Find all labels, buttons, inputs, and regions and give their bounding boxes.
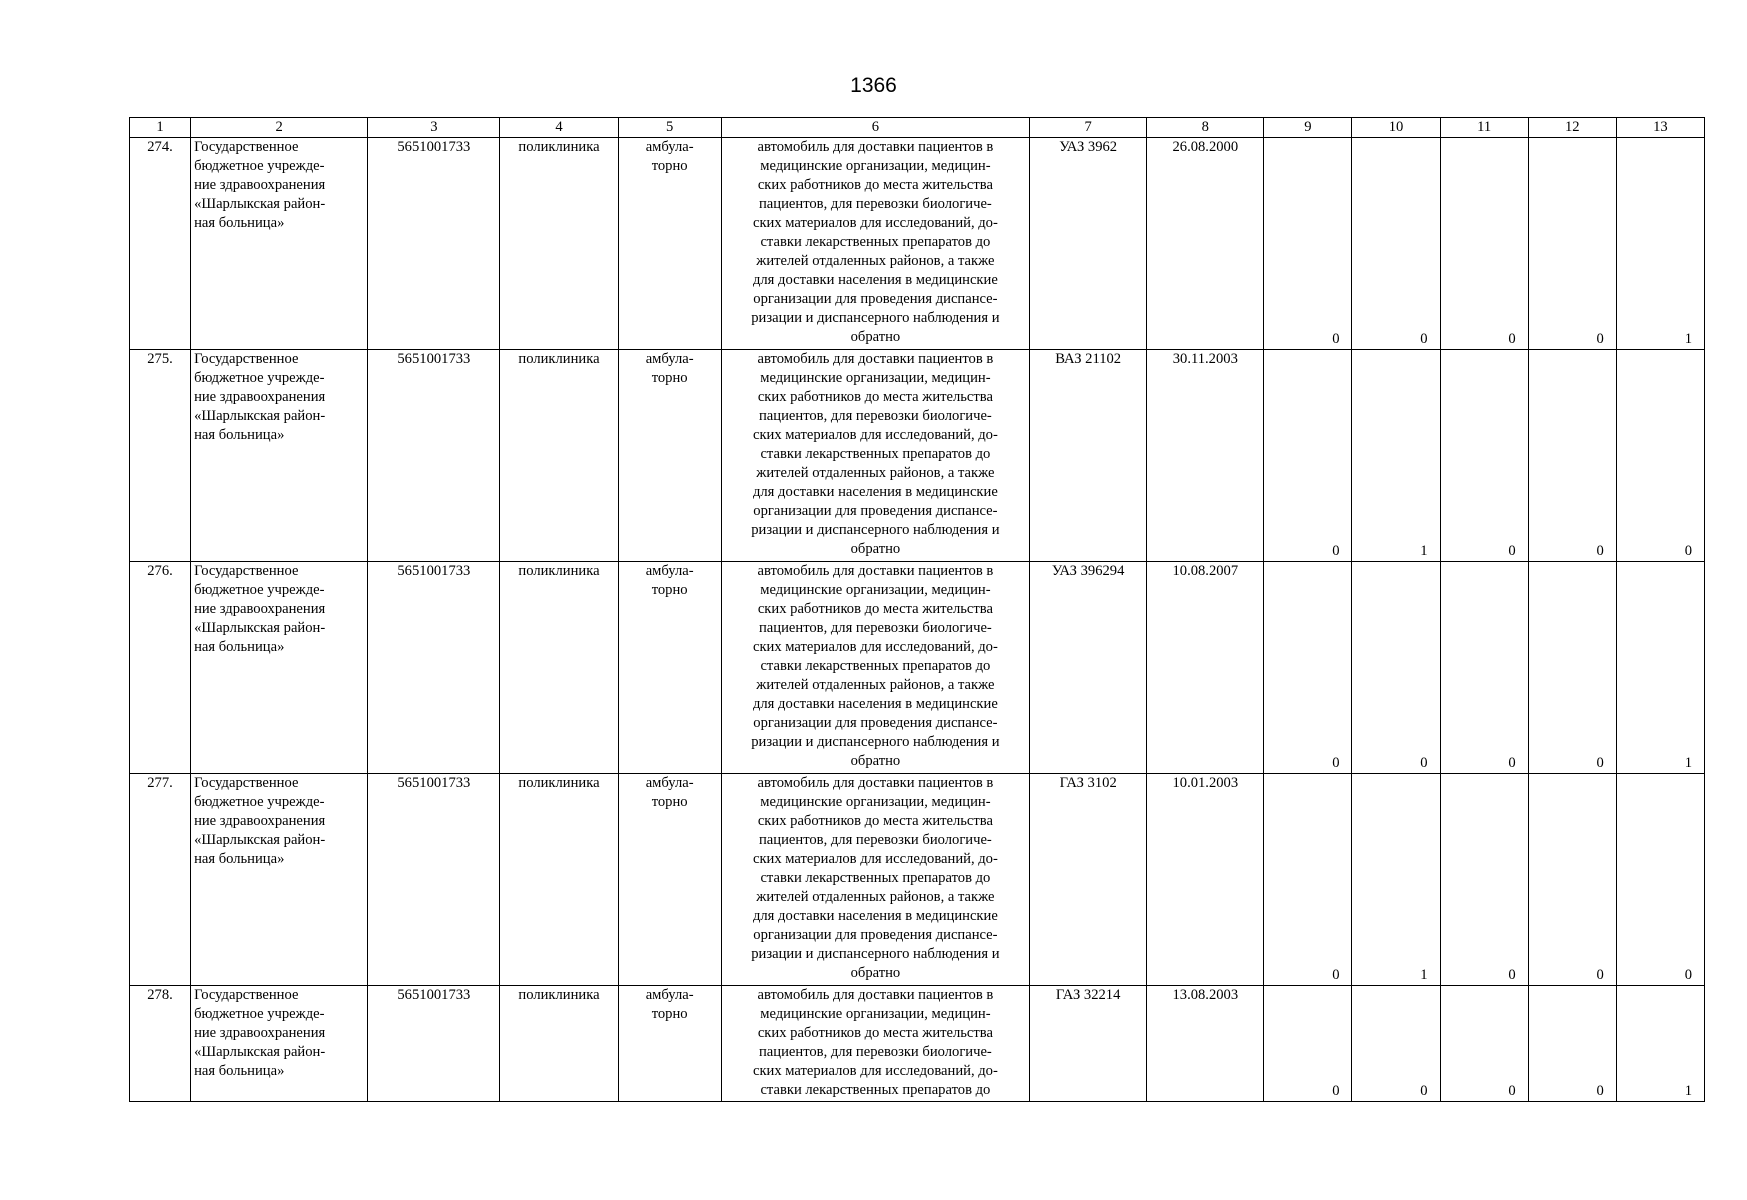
purpose-line: автомобиль для доставки пациентов в	[757, 987, 994, 1003]
date-cell: 26.08.2000	[1147, 138, 1264, 350]
value-cell: 0	[1352, 562, 1440, 774]
column-header: 11	[1440, 118, 1528, 138]
organization-line: бюджетное учрежде-	[194, 370, 325, 386]
value-cell: 0	[1440, 350, 1528, 562]
value-cell: 0	[1352, 138, 1440, 350]
value-cell: 0	[1264, 562, 1352, 774]
column-header: 7	[1030, 118, 1147, 138]
organization-cell	[191, 774, 368, 986]
organization-line: бюджетное учрежде-	[194, 158, 325, 174]
value-cell: 0	[1528, 138, 1616, 350]
purpose-line: ских работников до места жительства	[757, 813, 993, 829]
organization-line: ние здравоохранения	[194, 813, 326, 829]
purpose-line: ставки лекарственных препаратов до	[760, 658, 991, 674]
vehicle-model-cell: ГАЗ 3102	[1030, 774, 1147, 986]
page-number: 1366	[850, 74, 897, 97]
value-cell: 1	[1616, 562, 1704, 774]
value-cell: 1	[1352, 774, 1440, 986]
value-cell: 0	[1528, 986, 1616, 1102]
purpose-line: медицинские организации, медицин-	[760, 582, 991, 598]
care-mode-line: амбула-	[645, 987, 694, 1003]
organization-line: Государственное	[194, 775, 299, 791]
value-cell: 0	[1616, 350, 1704, 562]
organization-line: «Шарлыкская район-	[194, 620, 326, 636]
care-mode-cell	[618, 986, 721, 1102]
care-mode-line: торно	[651, 1006, 688, 1022]
care-mode-cell	[618, 774, 721, 986]
date-cell: 30.11.2003	[1147, 350, 1264, 562]
organization-line: Государственное	[194, 563, 299, 579]
value-cell: 1	[1352, 350, 1440, 562]
value-cell: 1	[1616, 986, 1704, 1102]
organization-line: «Шарлыкская район-	[194, 1044, 326, 1060]
vehicle-register-table	[129, 117, 1705, 1102]
purpose-cell	[721, 562, 1029, 774]
column-header: 3	[368, 118, 500, 138]
organization-cell	[191, 562, 368, 774]
value-cell: 0	[1440, 986, 1528, 1102]
purpose-line: ризации и диспансерного наблюдения и	[751, 522, 1000, 538]
column-header: 9	[1264, 118, 1352, 138]
purpose-line: автомобиль для доставки пациентов в	[757, 775, 994, 791]
care-mode-cell	[618, 350, 721, 562]
purpose-line: ставки лекарственных препаратов до	[760, 234, 991, 250]
column-number-row	[130, 118, 1705, 138]
purpose-line: ских работников до места жительства	[757, 177, 993, 193]
table-row	[130, 774, 1705, 986]
purpose-line: обратно	[850, 965, 901, 981]
organization-line: «Шарлыкская район-	[194, 196, 326, 212]
organization-cell	[191, 986, 368, 1102]
date-cell: 13.08.2003	[1147, 986, 1264, 1102]
date-cell: 10.01.2003	[1147, 774, 1264, 986]
purpose-cell	[721, 774, 1029, 986]
care-mode-line: амбула-	[645, 563, 694, 579]
organization-line: ние здравоохранения	[194, 1025, 326, 1041]
purpose-line: обратно	[850, 541, 901, 557]
value-cell: 0	[1616, 774, 1704, 986]
inn-cell: 5651001733	[368, 774, 500, 986]
inn-cell: 5651001733	[368, 350, 500, 562]
purpose-line: пациентов, для перевозки биологиче-	[759, 620, 992, 636]
value-cell: 0	[1440, 774, 1528, 986]
care-mode-line: амбула-	[645, 351, 694, 367]
row-number-cell: 275.	[130, 350, 191, 562]
organization-line: ние здравоохранения	[194, 389, 326, 405]
purpose-line: автомобиль для доставки пациентов в	[757, 563, 994, 579]
column-header: 10	[1352, 118, 1440, 138]
column-header: 5	[618, 118, 721, 138]
purpose-line: жителей отдаленных районов, а также	[756, 889, 995, 905]
purpose-line: автомобиль для доставки пациентов в	[757, 351, 994, 367]
row-number-cell: 277.	[130, 774, 191, 986]
purpose-line: для доставки населения в медицинские	[752, 272, 998, 288]
organization-line: Государственное	[194, 987, 299, 1003]
purpose-line: жителей отдаленных районов, а также	[756, 253, 995, 269]
organization-line: ная больница»	[194, 851, 285, 867]
purpose-line: для доставки населения в медицинские	[752, 908, 998, 924]
facility-cell: поликлиника	[500, 774, 618, 986]
care-mode-line: торно	[651, 794, 688, 810]
purpose-line: ских материалов для исследований, до-	[752, 851, 998, 867]
facility-cell: поликлиника	[500, 350, 618, 562]
column-header: 6	[721, 118, 1029, 138]
purpose-line: жителей отдаленных районов, а также	[756, 465, 995, 481]
purpose-line: обратно	[850, 753, 901, 769]
purpose-line: ризации и диспансерного наблюдения и	[751, 734, 1000, 750]
date-cell: 10.08.2007	[1147, 562, 1264, 774]
row-number-cell: 274.	[130, 138, 191, 350]
value-cell: 0	[1528, 562, 1616, 774]
facility-cell: поликлиника	[500, 986, 618, 1102]
value-cell: 0	[1264, 986, 1352, 1102]
inn-cell: 5651001733	[368, 562, 500, 774]
facility-cell: поликлиника	[500, 138, 618, 350]
purpose-line: ставки лекарственных препаратов до	[760, 1082, 991, 1098]
purpose-line: организации для проведения диспансе-	[753, 291, 998, 307]
organization-line: ная больница»	[194, 427, 285, 443]
column-header: 2	[191, 118, 368, 138]
table-row	[130, 562, 1705, 774]
organization-line: бюджетное учрежде-	[194, 794, 325, 810]
column-header: 1	[130, 118, 191, 138]
value-cell: 0	[1440, 138, 1528, 350]
purpose-line: ставки лекарственных препаратов до	[760, 446, 991, 462]
purpose-cell	[721, 138, 1029, 350]
purpose-line: ских материалов для исследований, до-	[752, 639, 998, 655]
organization-line: бюджетное учрежде-	[194, 1006, 325, 1022]
row-number-cell: 278.	[130, 986, 191, 1102]
purpose-line: автомобиль для доставки пациентов в	[757, 139, 994, 155]
purpose-line: пациентов, для перевозки биологиче-	[759, 832, 992, 848]
vehicle-model-cell: УАЗ 396294	[1030, 562, 1147, 774]
purpose-line: ских работников до места жительства	[757, 389, 993, 405]
care-mode-cell	[618, 138, 721, 350]
organization-line: «Шарлыкская район-	[194, 408, 326, 424]
inn-cell: 5651001733	[368, 986, 500, 1102]
value-cell: 0	[1264, 138, 1352, 350]
purpose-line: ставки лекарственных препаратов до	[760, 870, 991, 886]
purpose-line: организации для проведения диспансе-	[753, 503, 998, 519]
table-row	[130, 350, 1705, 562]
table-row	[130, 986, 1705, 1102]
care-mode-line: торно	[651, 158, 688, 174]
value-cell: 0	[1264, 350, 1352, 562]
organization-cell	[191, 138, 368, 350]
purpose-line: организации для проведения диспансе-	[753, 927, 998, 943]
purpose-line: организации для проведения диспансе-	[753, 715, 998, 731]
organization-line: Государственное	[194, 351, 299, 367]
organization-line: ние здравоохранения	[194, 177, 326, 193]
purpose-line: для доставки населения в медицинские	[752, 484, 998, 500]
purpose-line: медицинские организации, медицин-	[760, 158, 991, 174]
value-cell: 1	[1616, 138, 1704, 350]
purpose-line: ризации и диспансерного наблюдения и	[751, 310, 1000, 326]
vehicle-model-cell: УАЗ 3962	[1030, 138, 1147, 350]
inn-cell: 5651001733	[368, 138, 500, 350]
value-cell: 0	[1528, 350, 1616, 562]
vehicle-model-cell: ВАЗ 21102	[1030, 350, 1147, 562]
value-cell: 0	[1264, 774, 1352, 986]
value-cell: 0	[1352, 986, 1440, 1102]
purpose-line: ризации и диспансерного наблюдения и	[751, 946, 1000, 962]
organization-line: «Шарлыкская район-	[194, 832, 326, 848]
purpose-line: пациентов, для перевозки биологиче-	[759, 196, 992, 212]
column-header: 4	[500, 118, 618, 138]
table-row	[130, 138, 1705, 350]
care-mode-line: амбула-	[645, 139, 694, 155]
value-cell: 0	[1528, 774, 1616, 986]
purpose-cell	[721, 350, 1029, 562]
care-mode-line: амбула-	[645, 775, 694, 791]
purpose-line: ских работников до места жительства	[757, 1025, 993, 1041]
organization-line: бюджетное учрежде-	[194, 582, 325, 598]
purpose-line: для доставки населения в медицинские	[752, 696, 998, 712]
organization-line: Государственное	[194, 139, 299, 155]
organization-line: ная больница»	[194, 1063, 285, 1079]
organization-line: ная больница»	[194, 215, 285, 231]
organization-line: ная больница»	[194, 639, 285, 655]
care-mode-cell	[618, 562, 721, 774]
purpose-line: медицинские организации, медицин-	[760, 370, 991, 386]
purpose-line: пациентов, для перевозки биологиче-	[759, 408, 992, 424]
purpose-cell	[721, 986, 1029, 1102]
care-mode-line: торно	[651, 582, 688, 598]
purpose-line: обратно	[850, 329, 901, 345]
value-cell: 0	[1440, 562, 1528, 774]
row-number-cell: 276.	[130, 562, 191, 774]
purpose-line: ских материалов для исследований, до-	[752, 215, 998, 231]
purpose-line: ских материалов для исследований, до-	[752, 1063, 998, 1079]
column-header: 13	[1616, 118, 1704, 138]
vehicle-model-cell: ГАЗ 32214	[1030, 986, 1147, 1102]
facility-cell: поликлиника	[500, 562, 618, 774]
purpose-line: ских работников до места жительства	[757, 601, 993, 617]
column-header: 8	[1147, 118, 1264, 138]
purpose-line: жителей отдаленных районов, а также	[756, 677, 995, 693]
care-mode-line: торно	[651, 370, 688, 386]
purpose-line: ских материалов для исследований, до-	[752, 427, 998, 443]
purpose-line: медицинские организации, медицин-	[760, 1006, 991, 1022]
purpose-line: пациентов, для перевозки биологиче-	[759, 1044, 992, 1060]
purpose-line: медицинские организации, медицин-	[760, 794, 991, 810]
organization-line: ние здравоохранения	[194, 601, 326, 617]
organization-cell	[191, 350, 368, 562]
column-header: 12	[1528, 118, 1616, 138]
